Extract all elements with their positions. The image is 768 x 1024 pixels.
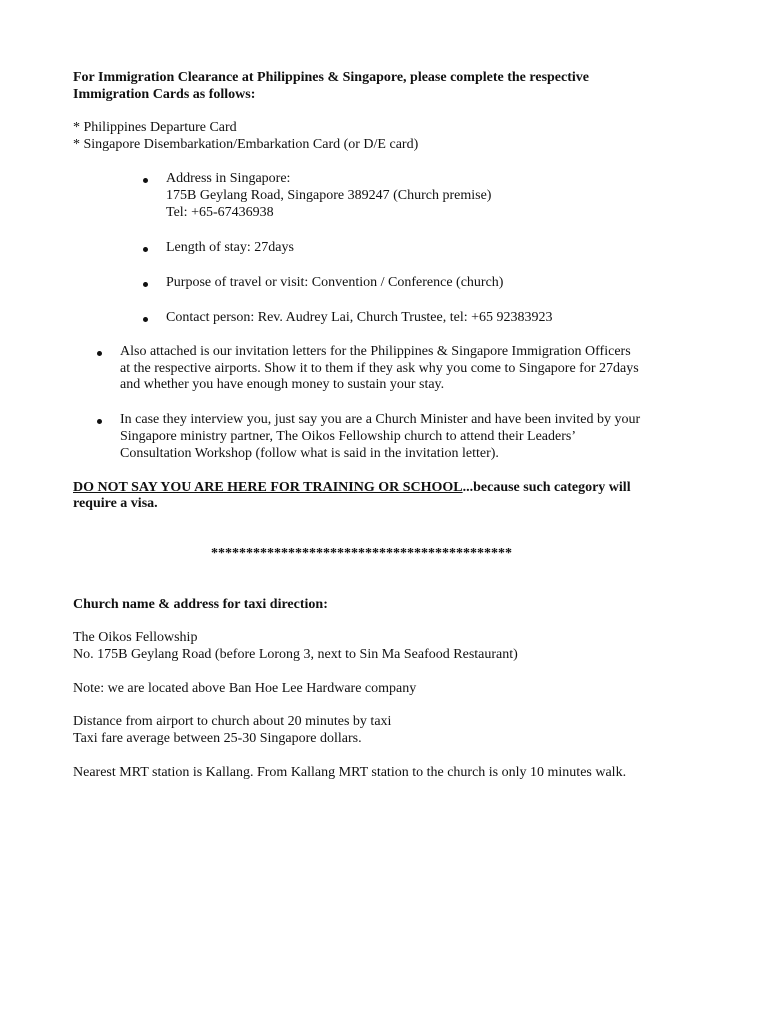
invitation-note-line-1: Also attached is our invitation letters for the Philippines & Singapore Immigration Officers <box>120 344 631 359</box>
church-heading: Church name & address for taxi direction: <box>73 597 328 612</box>
bullet-icon <box>97 419 102 424</box>
purpose-of-travel: Purpose of travel or visit: Convention / Conference (church) <box>166 275 504 290</box>
invitation-note-line-2: at the respective airports. Show it to them if they ask why you come to Singapore for 27days <box>120 361 639 376</box>
interview-note-line-1: In case they interview you, just say you are a Church Minister and have been invited by your <box>120 412 641 427</box>
bullet-icon <box>143 247 148 252</box>
contact-person: Contact person: Rev. Audrey Lai, Church Trustee, tel: +65 92383923 <box>166 310 553 325</box>
address-line: 175B Geylang Road, Singapore 389247 (Church premise) <box>166 188 492 203</box>
location-note: Note: we are located above Ban Hoe Lee Hardware company <box>73 681 417 696</box>
invitation-note-line-3: and whether you have enough money to sustain your stay. <box>120 377 445 392</box>
warning-line-2: require a visa. <box>73 496 158 511</box>
intro-line-2: Immigration Cards as follows: <box>73 87 256 102</box>
taxi-distance: Distance from airport to church about 20 minutes by taxi <box>73 714 392 729</box>
bullet-icon <box>143 282 148 287</box>
warning-line-1 <box>73 480 631 496</box>
warning-underlined: DO NOT SAY YOU ARE HERE FOR TRAINING OR SCHOOL <box>73 480 463 495</box>
tel-line: Tel: +65-67436938 <box>166 205 274 220</box>
separator-line: ******************************************* <box>211 546 512 561</box>
intro-line-1: For Immigration Clearance at Philippines & Singapore, please complete the respective <box>73 70 589 85</box>
interview-note-line-3: Consultation Workshop (follow what is said in the invitation letter). <box>120 446 499 461</box>
church-address: No. 175B Geylang Road (before Lorong 3, next to Sin Ma Seafood Restaurant) <box>73 647 518 662</box>
mrt-directions: Nearest MRT station is Kallang. From Kallang MRT station to the church is only 10 minutes walk. <box>73 765 627 780</box>
length-of-stay: Length of stay: 27days <box>166 240 294 255</box>
card-item-philippines: * Philippines Departure Card <box>73 120 237 135</box>
card-item-singapore: * Singapore Disembarkation/Embarkation Card (or D/E card) <box>73 137 419 152</box>
church-name: The Oikos Fellowship <box>73 630 198 645</box>
bullet-icon <box>143 317 148 322</box>
bullet-icon <box>143 178 148 183</box>
taxi-fare: Taxi fare average between 25-30 Singapore dollars. <box>73 731 362 746</box>
warning-rest: ...because such category will <box>462 480 631 495</box>
address-label: Address in Singapore: <box>166 171 291 186</box>
interview-note-line-2: Singapore ministry partner, The Oikos Fellowship church to attend their Leaders’ <box>120 429 577 444</box>
bullet-icon <box>97 351 102 356</box>
